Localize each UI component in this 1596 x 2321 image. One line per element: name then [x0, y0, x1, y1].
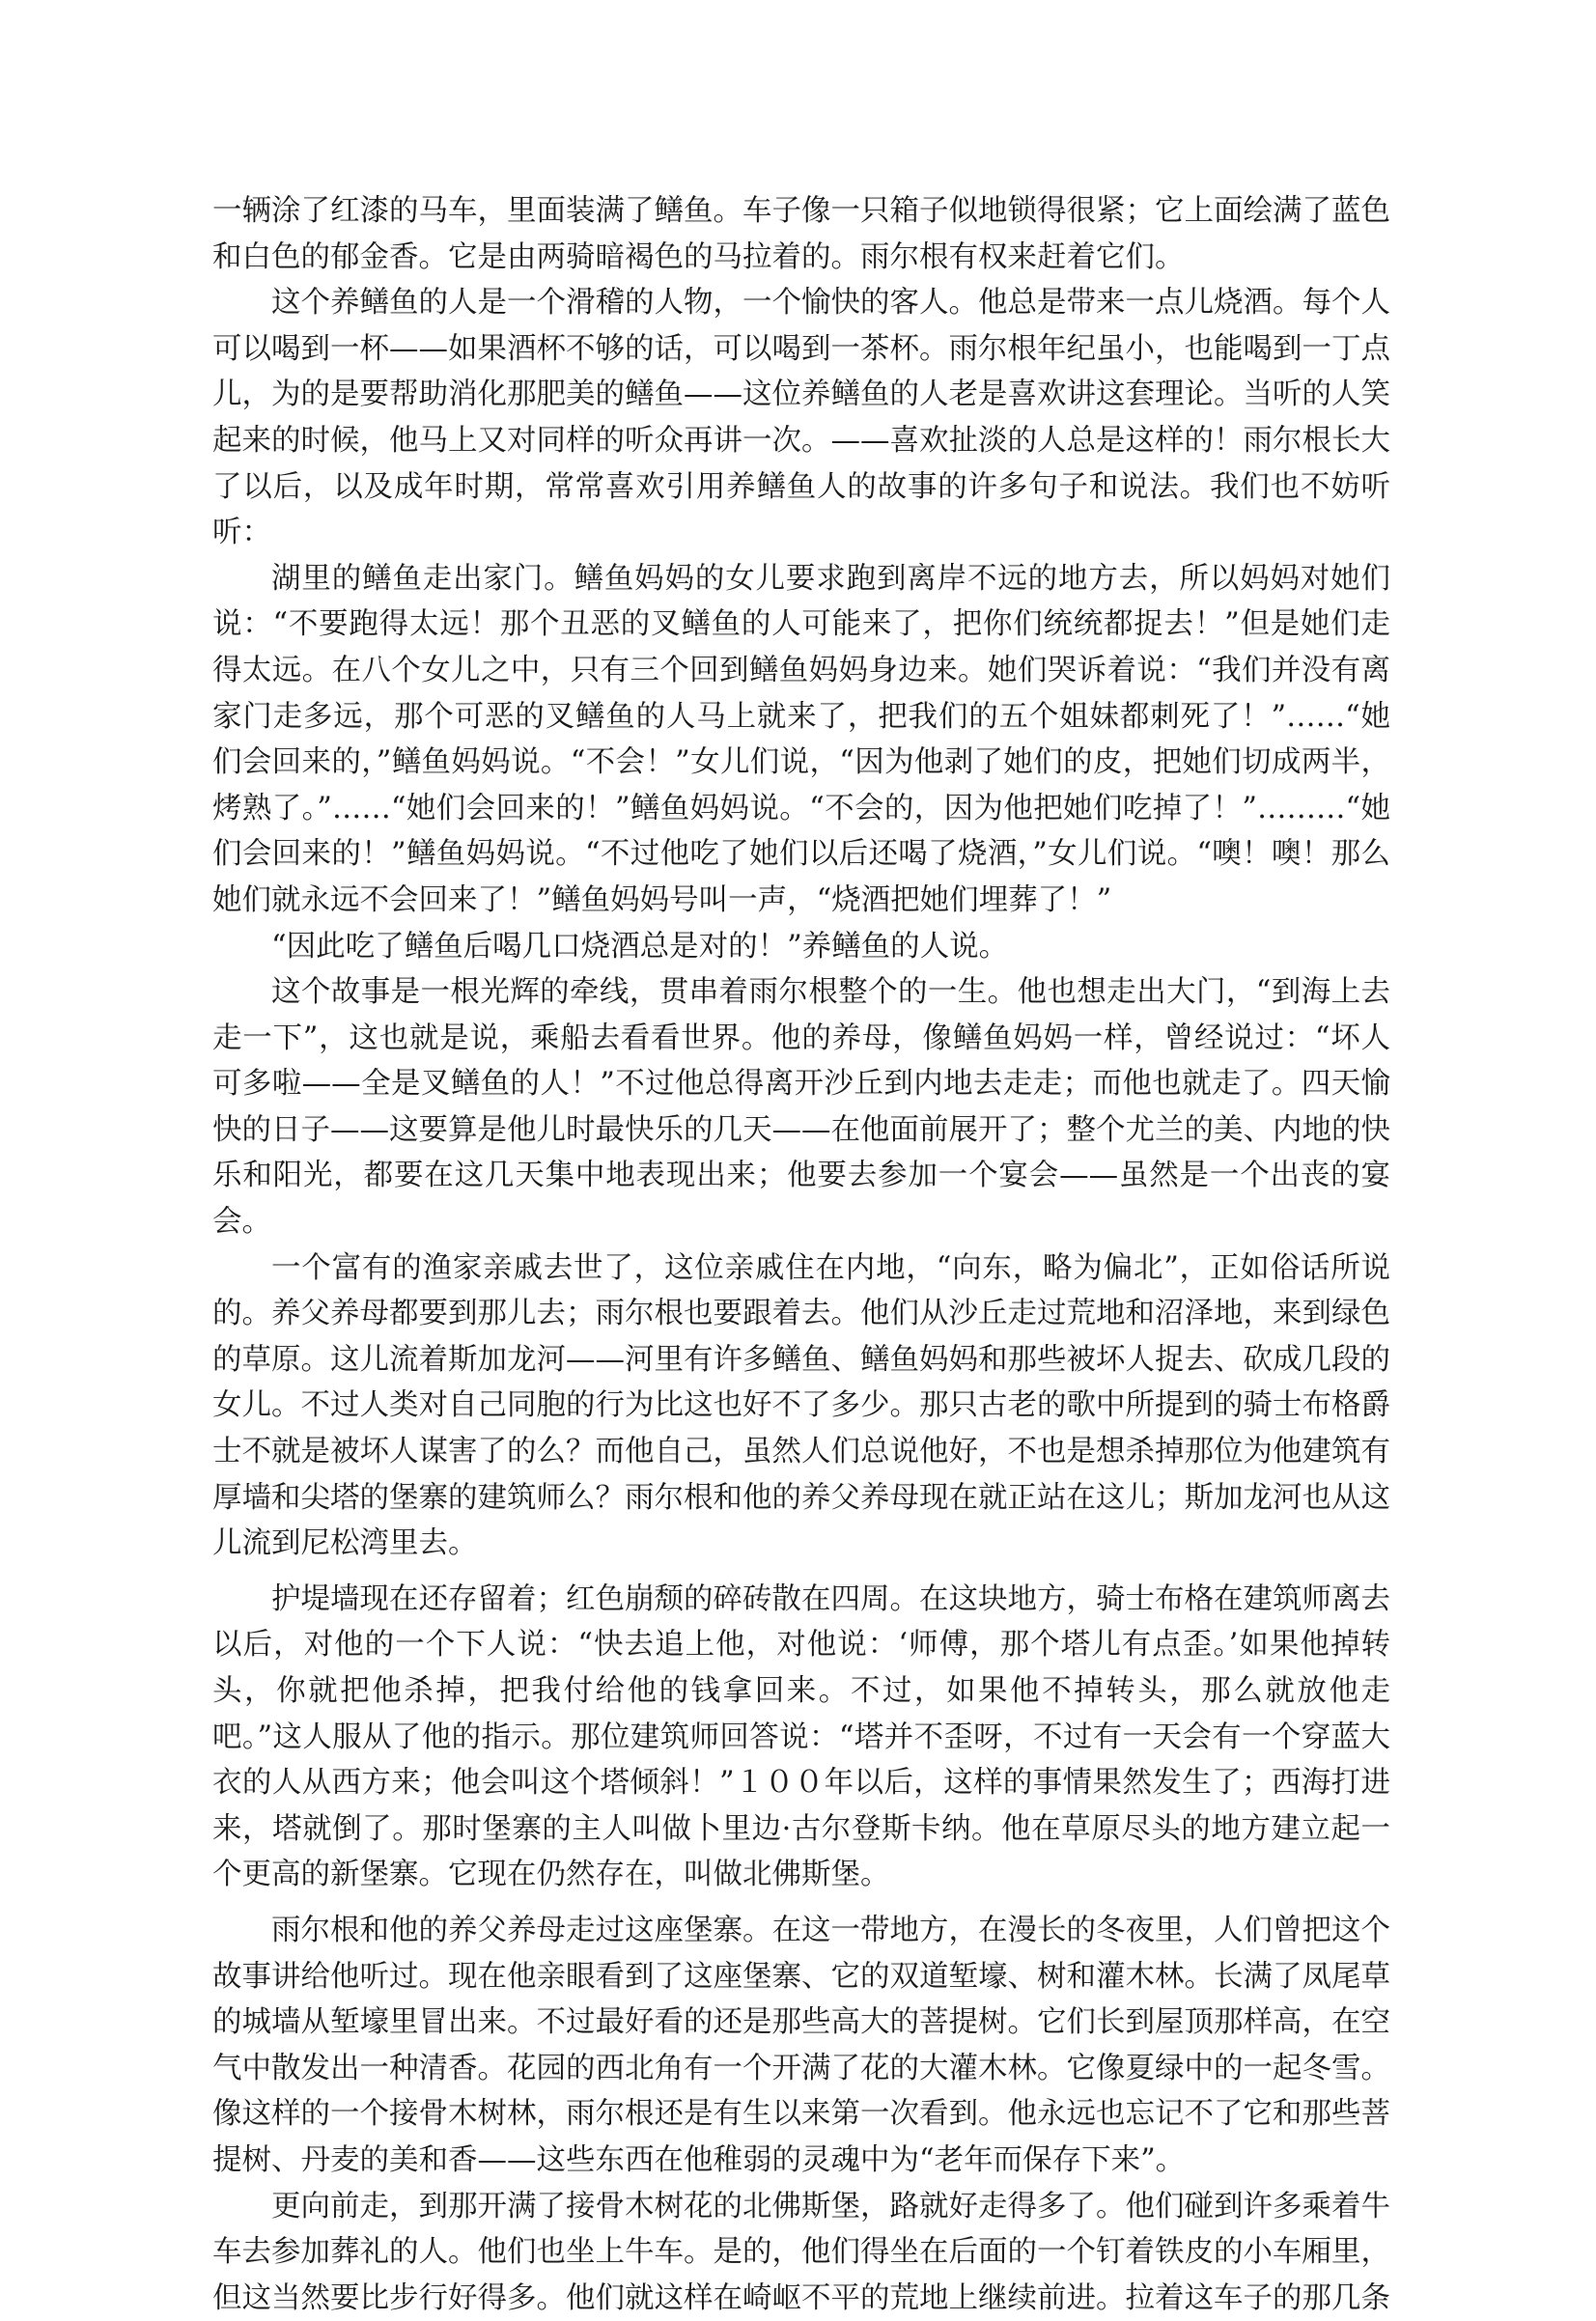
document-body: [212, 188, 1390, 2321]
paragraph-5: 这个故事是一根光辉的牵线，贯串着雨尔根整个的一生。他也想走出大门，“到海上去走一下”，这也就是说，乘船去看看世界。他的养母，像鳝鱼妈妈一样，曾经说过：“坏人可多啦——全是叉鳝鱼的人！”不过他总得离开沙丘到内地去走走；而他也就走了。四天愉快的日子——这要算是他儿时最快乐的几天——在他面前展开了；整个尤兰的美、内地的快乐和阳光，都要在这几天集中地表现出来；他要去参加一个宴会——虽然是一个出丧的宴会。: [212, 975, 1390, 1240]
paragraph-4: “因此吃了鳝鱼后喝几口烧酒总是对的！”养鳝鱼的人说。: [271, 929, 1009, 964]
paragraph-7: 护堤墙现在还存留着；红色崩颓的碎砖散在四周。在这块地方，骑士布格在建筑师离去以后，对他的一个下人说：“快去追上他，对他说：‘师傅，那个塔儿有点歪。’如果他掉转头，你就把他杀掉，把我付给他的钱拿回来。不过，如果他不掉转头，那么就放他走吧。”这人服从了他的指示。那位建筑师回答说：“塔并不歪呀，不过有一天会有一个穿蓝大衣的人从西方来；他会叫这个塔倾斜！”１００年以后，这样的事情果然发生了；西海打进来，塔就倒了。那时堡寨的主人叫做卜里边·古尔登斯卡纳。他在草原尽头的地方建立起一个更高的新堡寨。它现在仍然存在，叫做北佛斯堡。: [212, 1581, 1390, 1892]
paragraph-2: 这个养鳝鱼的人是一个滑稽的人物，一个愉快的客人。他总是带来一点儿烧酒。每个人可以喝到一杯——如果酒杯不够的话，可以喝到一茶杯。雨尔根年纪虽小，也能喝到一丁点儿，为的是要帮助消化那肥美的鳝鱼——这位养鳝鱼的人老是喜欢讲这套理论。当听的人笑起来的时候，他马上又对同样的听众再讲一次。——喜欢扯淡的人总是这样的！雨尔根长大了以后，以及成年时期，常常喜欢引用养鳝鱼人的故事的许多句子和说法。我们也不妨听听：: [212, 286, 1390, 550]
paragraph-3: 湖里的鳝鱼走出家门。鳝鱼妈妈的女儿要求跑到离岸不远的地方去，所以妈妈对她们说：“不要跑得太远！那个丑恶的叉鳝鱼的人可能来了，把你们统统都捉去！”但是她们走得太远。在八个女儿之中，只有三个回到鳝鱼妈妈身边来。她们哭诉着说：“我们并没有离家门走多远，那个可恶的叉鳝鱼的人马上就来了，把我们的五个姐妹都刺死了！”……“她们会回来的，”鳝鱼妈妈说。“不会！”女儿们说，“因为他剥了她们的皮，把她们切成两半，烤熟了。”……“她们会回来的！”鳝鱼妈妈说。“不会的，因为他把她们吃掉了！”………“她们会回来的！”鳝鱼妈妈说。“不过他吃了她们以后还喝了烧酒，”女儿们说。“噢！噢！那么她们就永远不会回来了！”鳝鱼妈妈号叫一声，“烧酒把她们埋葬了！”: [212, 561, 1390, 917]
paragraph-8: 雨尔根和他的养父养母走过这座堡寨。在这一带地方，在漫长的冬夜里，人们曾把这个故事讲给他听过。现在他亲眼看到了这座堡寨、它的双道堑壕、树和灌木林。长满了凤尾草的城墙从堑壕里冒出来。不过最好看的还是那些高大的菩提树。它们长到屋顶那样高，在空气中散发出一种清香。花园的西北角有一个开满了花的大灌木林。它像夏绿中的一起冬雪。像这样的一个接骨木树林，雨尔根还是有生以来第一次看到。他永远也忘记不了它和那些菩提树、丹麦的美和香——这些东西在他稚弱的灵魂中为“老年而保存下来”。: [212, 1913, 1390, 2177]
paragraph-1: 一辆涂了红漆的马车，里面装满了鳝鱼。车子像一只箱子似地锁得很紧；它上面绘满了蓝色和白色的郁金香。它是由两骑暗褐色的马拉着的。雨尔根有权来赶着它们。: [212, 194, 1390, 274]
paragraph-6: 一个富有的渔家亲戚去世了，这位亲戚住在内地，“向东，略为偏北”，正如俗话所说的。养父养母都要到那儿去；雨尔根也要跟着去。他们从沙丘走过荒地和沼泽地，来到绿色的草原。这儿流着斯加龙河——河里有许多鳝鱼、鳝鱼妈妈和那些被坏人捉去、砍成几段的女儿。不过人类对自己同胞的行为比这也好不了多少。那只古老的歌中所提到的骑士布格爵士不就是被坏人谋害了的么？而他自己，虽然人们总说他好，不也是想杀掉那位为他建筑有厚墙和尖塔的堡寨的建筑师么？雨尔根和他的养父养母现在就正站在这儿；斯加龙河也从这儿流到尼松湾里去。: [212, 1250, 1390, 1561]
paragraph-9: 更向前走，到那开满了接骨木树花的北佛斯堡，路就好走得多了。他们碰到许多乘着牛车去参加葬礼的人。他们也坐上牛车。是的，他们得坐在后面的一个钉着铁皮的小车厢里，但这当然要比步行好得多。他们就这样在崎岖不平的荒地上继续前进。拉着这车子的那几条: [212, 2189, 1390, 2315]
